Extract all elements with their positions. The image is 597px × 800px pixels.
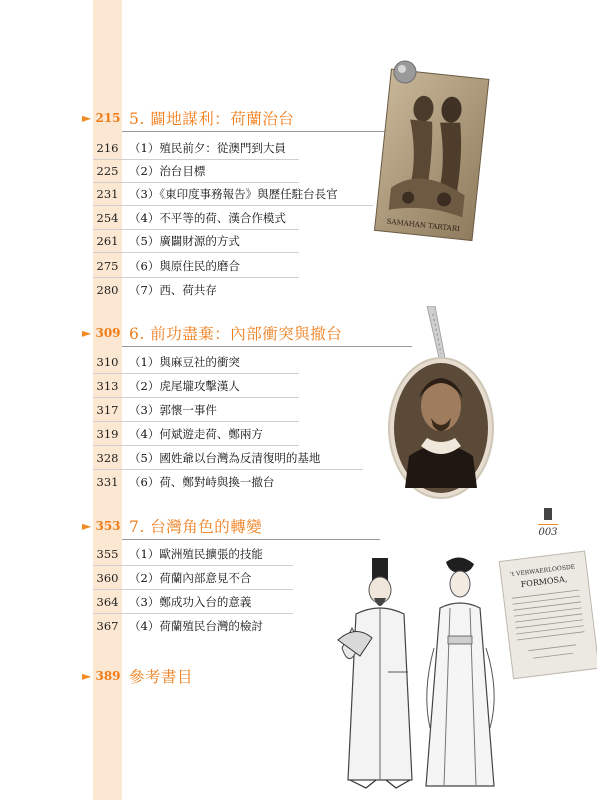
entry-page-number: 225: [96, 164, 119, 178]
entry-divider: [93, 421, 299, 422]
entry-title: （3）郭懷一事件: [129, 403, 217, 417]
entry-divider: [93, 252, 299, 253]
book-title-line-1: 't VERWAERLOOSDE: [509, 563, 576, 579]
section-heading[interactable]: [82, 662, 193, 690]
arrow-right-icon: ►: [82, 669, 92, 683]
entry-divider: [93, 205, 373, 206]
entry-divider: [93, 565, 293, 566]
folio-number: 003: [538, 527, 558, 538]
toc-entry[interactable]: [93, 255, 240, 277]
entry-page-number: 331: [96, 475, 119, 489]
entry-page-number: 275: [96, 259, 119, 273]
entry-title: （5）廣闢財源的方式: [129, 234, 240, 248]
entry-divider: [93, 589, 293, 590]
toc-entry[interactable]: [93, 591, 251, 613]
arrow-right-icon: ►: [82, 326, 92, 340]
toc-entry[interactable]: [93, 471, 274, 493]
entry-title: （4）不平等的荷、漢合作模式: [129, 211, 286, 225]
toc-entry[interactable]: [93, 615, 263, 637]
entry-title: （4）荷蘭殖民台灣的檢討: [129, 619, 263, 633]
toc-entry[interactable]: [93, 207, 286, 229]
toc-entry[interactable]: [93, 230, 240, 252]
toc-entry[interactable]: [93, 447, 320, 469]
section-page-number: 353: [95, 519, 121, 533]
arrow-right-icon: ►: [82, 519, 92, 533]
scholar-figure: [338, 558, 412, 788]
section-page-number: 309: [95, 326, 121, 340]
entry-title: （2）虎尾壠攻擊漢人: [129, 379, 240, 393]
section-title: 5. 闢地謀利：荷蘭治台: [129, 110, 295, 128]
lady-figure: [426, 557, 494, 786]
entry-page-number: 261: [96, 234, 119, 248]
pinned-engraving-illustration: [373, 42, 493, 242]
toc-entry[interactable]: [93, 137, 286, 159]
folio-marker: [544, 508, 552, 520]
toc-entry[interactable]: [93, 160, 205, 182]
toc-entry[interactable]: [93, 567, 251, 589]
portrait-medallion-illustration: [385, 306, 497, 502]
section-divider: [122, 346, 412, 347]
entry-divider: [93, 613, 293, 614]
section-heading[interactable]: [82, 512, 262, 540]
entry-divider: [93, 397, 299, 398]
arrow-right-icon: ►: [82, 111, 92, 125]
toc-entry[interactable]: [93, 279, 217, 301]
entry-title: （3）《東印度事務報告》與歷任駐台長官: [129, 187, 338, 201]
entry-page-number: 231: [96, 187, 119, 201]
section-page-number: 389: [95, 669, 121, 683]
section-title: 6. 前功盡棄：內部衝突與撤台: [129, 325, 343, 343]
entry-title: （4）何斌遊走荷、鄭兩方: [129, 427, 263, 441]
entry-page-number: 310: [96, 355, 119, 369]
entry-page-number: 328: [96, 451, 119, 465]
section-divider: [122, 539, 380, 540]
section-page-number: 215: [95, 111, 121, 125]
entry-page-number: 367: [96, 619, 119, 633]
section-heading[interactable]: [82, 319, 342, 347]
toc-entry[interactable]: [93, 375, 240, 397]
entry-page-number: 280: [96, 283, 119, 297]
entry-divider: [93, 445, 299, 446]
entry-page-number: 355: [96, 547, 119, 561]
toc-entry[interactable]: [93, 423, 263, 445]
book-title-page-illustration: [498, 548, 597, 680]
entry-page-number: 317: [96, 403, 119, 417]
section-heading[interactable]: [82, 104, 294, 132]
toc-entry[interactable]: [93, 543, 263, 565]
entry-title: （6）與原住民的磨合: [129, 259, 240, 273]
entry-page-number: 364: [96, 595, 119, 609]
entry-title: （3）鄭成功入台的意義: [129, 595, 252, 609]
section-divider: [122, 131, 394, 132]
entry-title: （1）殖民前夕：從澳門到大員: [129, 141, 286, 155]
entry-title: （6）荷、鄭對峙與換一撤台: [129, 475, 275, 489]
entry-title: （1）與麻豆社的衝突: [129, 355, 240, 369]
page-folio: [538, 508, 558, 538]
entry-page-number: 313: [96, 379, 119, 393]
entry-title: （5）國姓爺以台灣為反清復明的基地: [129, 451, 321, 465]
book-title-line-2: FORMOSA,: [520, 574, 568, 590]
pushpin-icon: [394, 61, 416, 83]
ribbon-icon: [427, 306, 445, 358]
entry-page-number: 216: [96, 141, 119, 155]
toc-entry[interactable]: [93, 399, 217, 421]
entry-title: （7）西、荷共存: [129, 283, 217, 297]
entry-divider: [93, 469, 363, 470]
entry-page-number: 360: [96, 571, 119, 585]
entry-divider: [93, 277, 299, 278]
section-title: 參考書目: [129, 668, 194, 686]
section-title: 7. 台灣角色的轉變: [129, 518, 263, 536]
entry-page-number: 254: [96, 211, 119, 225]
entry-title: （2）荷蘭內部意見不合: [129, 571, 252, 585]
engraving-caption: SAMAHAN TARTARI: [386, 217, 461, 234]
toc-entry[interactable]: [93, 351, 240, 373]
folio-rule: [538, 524, 558, 525]
toc-entry[interactable]: [93, 183, 338, 205]
entry-title: （2）治台目標: [129, 164, 206, 178]
entry-page-number: 319: [96, 427, 119, 441]
entry-divider: [93, 373, 299, 374]
entry-title: （1）歐洲殖民擴張的技能: [129, 547, 263, 561]
robed-figures-illustration: [330, 552, 512, 796]
